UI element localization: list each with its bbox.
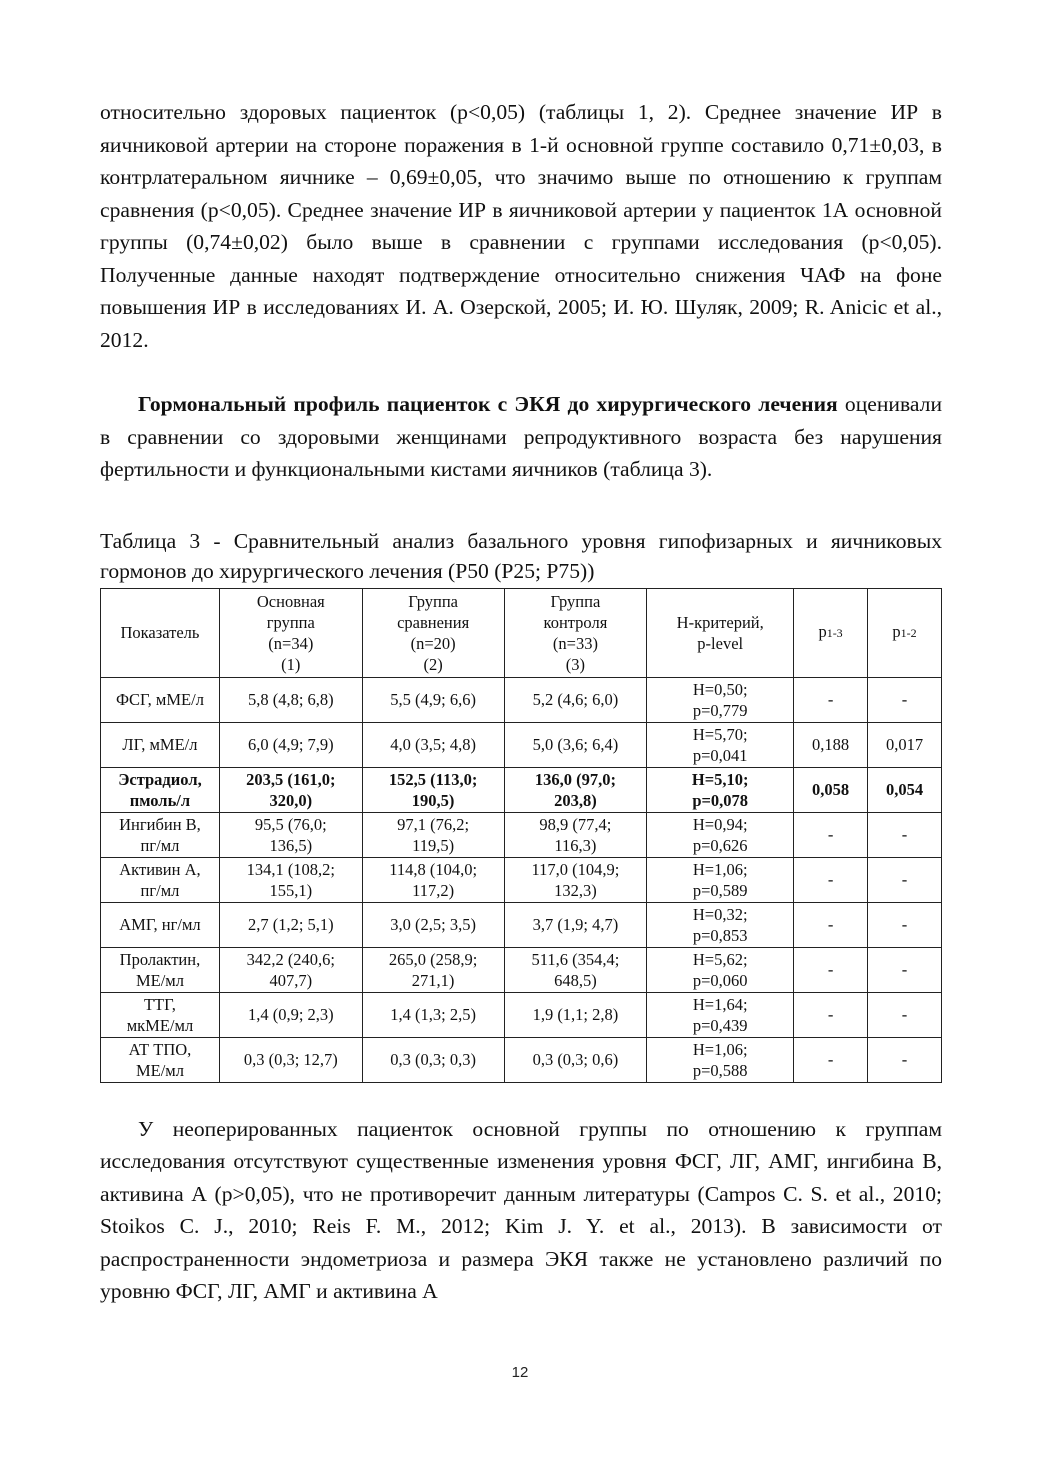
p13-cell: 0,058 <box>794 767 868 812</box>
main-group-cell <box>219 1037 362 1082</box>
comparison-group-cell <box>362 992 504 1037</box>
control-group-cell <box>504 857 647 902</box>
cell-line: 4,0 (3,5; 4,8) <box>390 735 476 754</box>
cell-line: p=0,626 <box>692 835 748 855</box>
cell-line: Основная <box>256 591 325 611</box>
control-group-cell <box>504 902 647 947</box>
cell-line: H=1,06; <box>692 1039 748 1059</box>
cell-line: АТ ТПО, <box>128 1039 192 1059</box>
cell-line: 190,5) <box>411 790 455 810</box>
cell-line: 152,5 (113,0; <box>388 769 478 789</box>
comparison-group-cell <box>362 857 504 902</box>
cell-line: ЛГ, мМЕ/л <box>122 735 198 754</box>
comparison-group-cell <box>362 812 504 857</box>
h-criterion-cell <box>647 812 794 857</box>
cell-line: МЕ/мл <box>135 970 184 990</box>
cell-line: ФСГ, мМЕ/л <box>115 690 204 709</box>
cell-line: p=0,588 <box>692 1060 748 1080</box>
h-criterion-cell <box>647 722 794 767</box>
h-criterion-cell <box>647 992 794 1037</box>
p13-cell: - <box>794 992 868 1037</box>
cell-line: 342,2 (240,6; <box>246 949 336 969</box>
p13-cell: - <box>794 947 868 992</box>
table-row <box>101 677 942 722</box>
cell-line: p=0,041 <box>692 745 748 765</box>
header-control-group <box>504 588 647 677</box>
cell-line: 117,2) <box>412 880 455 900</box>
p12-cell: - <box>868 992 942 1037</box>
indicator-cell <box>101 677 220 722</box>
cell-line: 1,4 (0,9; 2,3) <box>247 1005 334 1024</box>
comparison-group-cell <box>362 722 504 767</box>
cell-line: АМГ, нг/мл <box>119 915 201 934</box>
cell-line: 265,0 (258,9; <box>388 949 478 969</box>
cell-line: 5,5 (4,9; 6,6) <box>390 690 476 709</box>
header-h-criterion <box>647 588 794 677</box>
cell-line: p=0,853 <box>692 925 748 945</box>
cell-line: p=0,589 <box>692 880 748 900</box>
header-main-group <box>219 588 362 677</box>
control-group-cell <box>504 767 647 812</box>
comparison-group-cell <box>362 1037 504 1082</box>
p12-cell: - <box>868 677 942 722</box>
cell-line: 5,2 (4,6; 6,0) <box>532 690 619 709</box>
cell-line: контроля <box>543 612 608 632</box>
control-group-cell <box>504 992 647 1037</box>
cell-line: H=5,10; <box>691 769 749 789</box>
p12-cell: - <box>868 812 942 857</box>
table-row <box>101 812 942 857</box>
paragraph-hormonal-profile <box>100 388 942 486</box>
cell-line: 6,0 (4,9; 7,9) <box>247 735 334 754</box>
h-criterion-cell <box>647 902 794 947</box>
cell-line: 407,7) <box>269 970 313 990</box>
indicator-cell <box>101 992 220 1037</box>
main-group-cell <box>219 677 362 722</box>
cell-line: пг/мл <box>140 835 180 855</box>
table-row <box>101 1037 942 1082</box>
cell-line: 203,8) <box>554 790 597 810</box>
h-criterion-cell <box>647 857 794 902</box>
header-p13: p1-3 <box>794 588 868 677</box>
cell-line: группа <box>266 612 315 632</box>
table-caption: Таблица 3 - Сравнительный анализ базального уровня гипофизарных и яичниковых гормонов до хирургического лечения (P50 (P25; P75)) <box>100 528 942 583</box>
p13-cell: 0,188 <box>794 722 868 767</box>
cell-line: H-критерий, <box>676 612 764 632</box>
cell-line: (n=33) <box>552 633 598 653</box>
cell-line: 119,5) <box>412 835 455 855</box>
cell-line: 1,4 (1,3; 2,5) <box>390 1005 476 1024</box>
comparison-group-cell <box>362 947 504 992</box>
cell-line: 134,1 (108,2; <box>246 859 336 879</box>
cell-line: (2) <box>423 654 443 674</box>
cell-line: p-level <box>697 633 744 653</box>
table-row <box>101 902 942 947</box>
table-row <box>101 767 942 812</box>
cell-line: 0,3 (0,3; 12,7) <box>243 1050 338 1069</box>
cell-line: 0,3 (0,3; 0,6) <box>532 1050 619 1069</box>
p12-cell: 0,017 <box>868 722 942 767</box>
cell-line: H=0,32; <box>692 904 748 924</box>
cell-line: H=0,94; <box>692 814 748 834</box>
cell-line: H=5,62; <box>692 949 748 969</box>
cell-line: 1,9 (1,1; 2,8) <box>532 1005 619 1024</box>
cell-line: 136,0 (97,0; <box>534 769 616 789</box>
table-row <box>101 992 942 1037</box>
cell-line: p=0,060 <box>692 970 748 990</box>
cell-line: H=5,70; <box>692 724 748 744</box>
p13-cell: - <box>794 677 868 722</box>
table-row <box>101 947 942 992</box>
comparison-group-cell <box>362 902 504 947</box>
cell-line: H=1,06; <box>692 859 748 879</box>
indicator-cell <box>101 947 220 992</box>
cell-line: p=0,439 <box>692 1015 748 1035</box>
cell-line: мкМЕ/мл <box>126 1015 194 1035</box>
main-group-cell <box>219 947 362 992</box>
cell-line: 5,8 (4,8; 6,8) <box>247 690 334 709</box>
cell-line: (n=20) <box>410 633 456 653</box>
control-group-cell <box>504 1037 647 1082</box>
indicator-cell <box>101 902 220 947</box>
cell-line: 155,1) <box>269 880 313 900</box>
main-group-cell <box>219 857 362 902</box>
cell-line: 2,7 (1,2; 5,1) <box>247 915 334 934</box>
cell-line: ТТГ, <box>143 994 176 1014</box>
control-group-cell <box>504 947 647 992</box>
indicator-cell <box>101 767 220 812</box>
cell-line: Группа <box>408 591 458 611</box>
cell-line: 511,6 (354,4; <box>531 949 620 969</box>
control-group-cell <box>504 812 647 857</box>
p13-cell: - <box>794 902 868 947</box>
table-header-row <box>101 588 942 677</box>
cell-line: p=0,779 <box>692 700 748 720</box>
paragraph-intro: относительно здоровых пациенток (p<0,05) (таблицы 1, 2). Среднее значение ИР в яичниковой артерии на стороне поражения в 1-й основной группе составило 0,71±0,03, в контрлатеральном яичнике – 0,69±0,05, что значимо выше по отношению к группам сравнения (p<0,05). Среднее значение ИР в яичниковой артерии у пациенток 1А основной группы (0,74±0,02) было выше в сравнении с группами исследования (p<0,05). Полученные данные находят подтверждение относительно снижения ЧАФ на фоне повышения ИР в исследованиях И. А. Озерской, 2005; И. Ю. Шуляк, 2009; R. Anicic et al., 2012. <box>100 100 942 352</box>
cell-line: пг/мл <box>140 880 180 900</box>
cell-line: Ингибин В, <box>119 814 201 834</box>
cell-line: p=0,078 <box>692 790 749 810</box>
cell-line: 5,0 (3,6; 6,4) <box>532 735 619 754</box>
h-criterion-cell <box>647 947 794 992</box>
cell-line: пмоль/л <box>129 790 191 810</box>
p13-cell: - <box>794 812 868 857</box>
cell-line: 648,5) <box>554 970 597 990</box>
comparison-group-cell <box>362 677 504 722</box>
paragraph-results: У неоперированных пациенток основной группы по отношению к группам исследования отсутствуют существенные изменения уровня ФСГ, ЛГ, АМГ, ингибина В, активина А (p>0,05), что не противоречит данным литературы (Campos C. S. et al., 2010; Stoikos C. J., 2010; Reis F. M., 2012; Kim J. Y. et al., 2013). В зависимости от распространенности эндометриоза и размера ЭКЯ также не установлено различий по уровню ФСГ, ЛГ, АМГ и активина А <box>100 1116 942 1303</box>
cell-line: 98,9 (77,4; <box>539 814 612 834</box>
cell-line: Пролактин, <box>119 949 201 969</box>
header-comparison-group <box>362 588 504 677</box>
cell-line: 97,1 (76,2; <box>397 814 470 834</box>
page-body <box>100 96 942 1308</box>
h-criterion-cell <box>647 767 794 812</box>
indicator-cell <box>101 1037 220 1082</box>
cell-line: (1) <box>281 654 301 674</box>
indicator-cell <box>101 857 220 902</box>
cell-line: 3,7 (1,9; 4,7) <box>532 915 619 934</box>
cell-line: Группа <box>550 591 601 611</box>
indicator-cell <box>101 722 220 767</box>
cell-line: 0,3 (0,3; 0,3) <box>390 1050 476 1069</box>
main-group-cell <box>219 722 362 767</box>
cell-line: H=1,64; <box>692 994 748 1014</box>
p12-cell: - <box>868 947 942 992</box>
paragraph-heading-rest: оценивали в сравнении со здоровыми женщинами репродуктивного возраста без нарушения фертильности и функциональными кистами яичников (таблица 3). <box>100 392 943 481</box>
cell-line: 117,0 (104,9; <box>531 859 620 879</box>
page-number: 12 <box>511 1364 529 1381</box>
header-p12: p1-2 <box>868 588 942 677</box>
main-group-cell <box>219 767 362 812</box>
paragraph-heading-bold: Гормональный профиль пациенток с ЭКЯ до хирургического лечения <box>138 392 838 416</box>
table-row <box>101 722 942 767</box>
cell-line: 132,3) <box>554 880 597 900</box>
main-group-cell <box>219 812 362 857</box>
cell-line: 3,0 (2,5; 3,5) <box>390 915 476 934</box>
p12-cell: 0,054 <box>868 767 942 812</box>
cell-line: 136,5) <box>269 835 313 855</box>
comparison-group-cell <box>362 767 504 812</box>
p12-cell: - <box>868 857 942 902</box>
cell-line: 271,1) <box>411 970 455 990</box>
cell-line: МЕ/мл <box>135 1060 184 1080</box>
h-criterion-cell <box>647 1037 794 1082</box>
cell-line: Эстрадиол, <box>118 769 202 789</box>
cell-line: 114,8 (104,0; <box>389 859 478 879</box>
main-group-cell <box>219 992 362 1037</box>
cell-line: 203,5 (161,0; <box>246 769 336 789</box>
header-indicator: Показатель <box>101 588 220 677</box>
cell-line: Активин А, <box>119 859 201 879</box>
cell-line: (n=34) <box>268 633 314 653</box>
p13-cell: - <box>794 1037 868 1082</box>
p13-cell: - <box>794 857 868 902</box>
main-group-cell <box>219 902 362 947</box>
p12-cell: - <box>868 902 942 947</box>
hormone-table <box>100 588 942 1083</box>
cell-line: 95,5 (76,0; <box>254 814 327 834</box>
cell-line: 320,0) <box>269 790 313 810</box>
cell-line: 116,3) <box>554 835 597 855</box>
indicator-cell <box>101 812 220 857</box>
cell-line: (3) <box>565 654 586 674</box>
control-group-cell <box>504 722 647 767</box>
cell-line: H=0,50; <box>692 679 748 699</box>
cell-line: сравнения <box>397 612 470 632</box>
control-group-cell <box>504 677 647 722</box>
p12-cell: - <box>868 1037 942 1082</box>
table-row <box>101 857 942 902</box>
h-criterion-cell <box>647 677 794 722</box>
